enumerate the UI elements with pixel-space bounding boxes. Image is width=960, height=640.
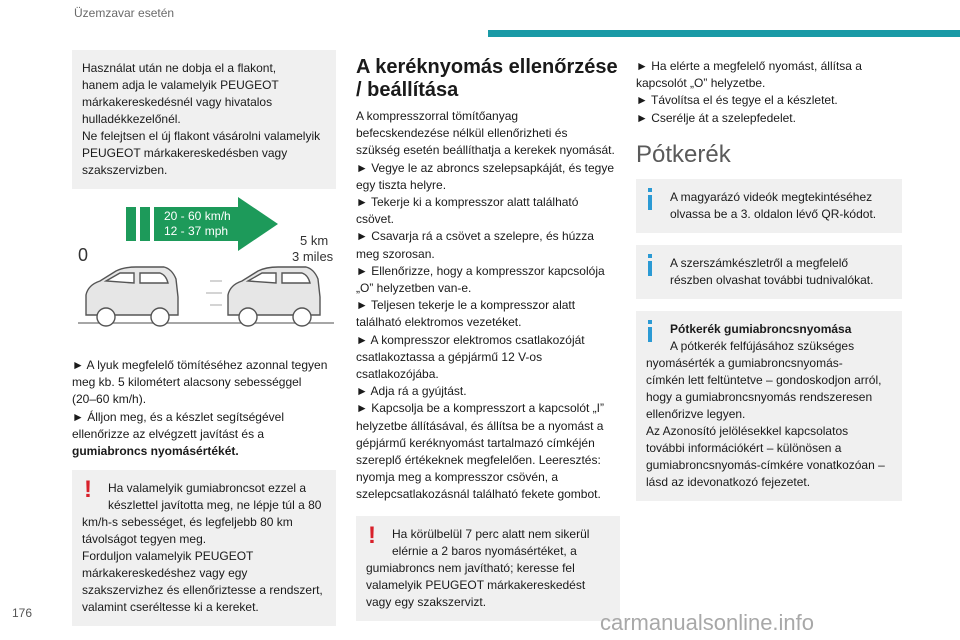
text-line: ► Ha elérte a megfelelő nyomást, állítsa a xyxy=(636,59,862,73)
info-icon xyxy=(648,254,652,279)
warn-line: Ha valamelyik gumiabroncsot ezzel a xyxy=(108,481,307,496)
text-line: „O” helyzetben van-e. xyxy=(356,281,472,296)
step-line: (20–60 km/h). xyxy=(72,392,147,407)
text-line: szereplő értékeknek megfelelően. Leeresztés: xyxy=(356,453,601,468)
text-line: ► Ellenőrizze, hogy a kompresszor kapcsolója xyxy=(356,263,605,278)
spare-pressure-info xyxy=(636,311,902,501)
note-line: Ne felejtsen el új flakont vásárolni valamelyik xyxy=(82,129,321,143)
text-line: csatlakoztassa a gépjármű 12 V-os xyxy=(356,349,543,364)
final-steps xyxy=(636,58,902,127)
column-left xyxy=(72,50,336,626)
info-line: gumiabroncsnyomás-címkére vonatkozóan – xyxy=(646,457,885,472)
text-line: ► Kapcsolja be a kompresszort a kapcsolót „I” xyxy=(356,401,604,416)
step-line: ► Álljon meg, és a készlet segítségével xyxy=(72,409,284,424)
text-line: ► Tekerje ki a kompresszor alatt található xyxy=(356,195,579,210)
header-accent-bar xyxy=(488,30,960,37)
spare-wheel-heading: Pótkerék xyxy=(636,140,731,168)
step-line: meg kb. 5 kilométert alacsony sebességgel xyxy=(72,375,302,390)
warn-line: szakszervizhez és ellenőriztesse a rendszert, xyxy=(82,583,323,598)
repair-steps xyxy=(72,357,336,460)
warn-line: Ha körülbelül 7 perc alatt nem sikerül xyxy=(392,526,590,541)
arrow-head xyxy=(238,197,278,251)
text-line: helyzetbe állításával, és állítsa be a nyomást a xyxy=(356,418,604,433)
info-line: olvassa be a 3. oldalon lévő QR-kódot. xyxy=(670,206,877,221)
info-line: címkén lett feltüntetve – gondoskodjon arról, xyxy=(646,372,882,387)
note-line: Használat után ne dobja el a flakont, xyxy=(82,61,277,75)
info-line: A szerszámkészletről a megfelelő xyxy=(670,255,849,270)
text-line: szükség esetén beállíthatja a kerekek nyomását. xyxy=(356,143,615,158)
car-end-icon xyxy=(228,267,320,326)
warn-line: gumiabroncs nem javítható; keresse fel xyxy=(366,560,575,575)
text-line: szelepcsatlakozásnál található fekete gombot. xyxy=(356,487,601,502)
info-line: részben olvashat további tudnivalókat. xyxy=(670,272,874,287)
pressure-steps xyxy=(356,108,620,504)
column-middle xyxy=(356,50,620,621)
text-line: található elektromos vezetéket. xyxy=(356,315,522,330)
text-line: ► Cserélje át a szelepfedelet. xyxy=(636,110,796,125)
car-start-icon xyxy=(86,267,178,326)
warning-icon: ! xyxy=(368,521,376,549)
info-icon xyxy=(648,320,652,345)
page-number: 176 xyxy=(12,606,33,620)
heading-line-2: / beállítása xyxy=(356,79,459,101)
info-line: A magyarázó videók megtekintéséhez xyxy=(670,189,873,204)
step-line: ► A lyuk megfelelő tömítéséhez azonnal tegyen xyxy=(72,358,328,372)
warn-line: elérnie a 2 baros nyomásértéket, a xyxy=(392,543,577,558)
text-line: befecskendezése nélkül ellenőrizheti és xyxy=(356,126,568,141)
info-icon xyxy=(648,188,652,213)
note-line: hulladékkezelőnél. xyxy=(82,112,181,126)
warn-line: márkakereskedéshez vagy egy xyxy=(82,566,248,581)
warn-line: valamelyik PEUGEOT márkakereskedést xyxy=(366,577,586,592)
warn-line: Forduljon valamelyik PEUGEOT xyxy=(82,549,254,564)
text-line: kapcsolót „O” helyzetbe. xyxy=(636,76,766,91)
warning-icon: ! xyxy=(84,476,92,504)
speed-mph-label: 12 - 37 mph xyxy=(164,224,229,238)
section-heading xyxy=(356,56,620,102)
text-line: nyomja meg a kompresszor csövén, a xyxy=(356,470,559,485)
info-line: nyomásérték a gumiabroncsnyomás- xyxy=(646,355,843,370)
pressure-warning xyxy=(356,516,620,621)
note-line: PEUGEOT márkakereskedésben vagy xyxy=(82,146,288,160)
section-title: Üzemzavar esetén xyxy=(74,6,175,20)
drive-distance-figure xyxy=(72,197,336,347)
text-line: ► Teljesen tekerje le a kompresszor alatt xyxy=(356,298,576,313)
column-right xyxy=(636,50,902,501)
info-line: A pótkerék felfújásához szükséges xyxy=(670,338,855,353)
distance-miles-label: 3 miles xyxy=(292,249,334,264)
text-line: ► Távolítsa el és tegye el a készletet. xyxy=(636,93,838,108)
text-line: gépjármű keréknyomást tartalmazó címkéjén xyxy=(356,435,595,450)
info-line: további információkért – különösen a xyxy=(646,440,842,455)
speed-warning xyxy=(72,470,336,626)
warn-line: távolságot tegyen meg. xyxy=(82,532,207,547)
speed-kmh-label: 20 - 60 km/h xyxy=(164,209,231,223)
step-text: ellenőrizze az elvégzett javítást és a xyxy=(72,426,265,441)
note-line: hanem adja le valamelyik PEUGEOT xyxy=(82,78,279,92)
distance-km-label: 5 km xyxy=(300,233,329,248)
warn-line: km/h-s sebességet, és legfeljebb 80 km xyxy=(82,515,293,530)
watermark-text: carmanualsonline.info xyxy=(600,610,815,635)
info-title: Pótkerék gumiabroncsnyomása xyxy=(670,321,852,336)
disposal-note xyxy=(72,50,336,189)
text-line: egy tiszta helyre. xyxy=(356,177,447,192)
step-line xyxy=(72,426,336,443)
info-line: hogy a gumiabroncsnyomás rendszeresen xyxy=(646,389,873,404)
info-line: Az Azonosító jelölésekkel kapcsolatos xyxy=(646,423,849,438)
info-line: ellenőrizve legyen. xyxy=(646,406,746,421)
note-line: márkakereskedésnél vagy hivatalos xyxy=(82,95,273,109)
speed-bar-1 xyxy=(126,207,136,241)
text-line: ► Csavarja rá a csövet a szelepre, és húzza xyxy=(356,229,594,244)
step-line: gumiabroncs nyomásértékét. xyxy=(72,444,239,459)
text-line: ► Vegye le az abroncs szelepsapkáját, és tegye xyxy=(356,160,615,175)
start-zero-label: 0 xyxy=(78,245,89,265)
warn-line: valamint cseréltesse ki a kereket. xyxy=(82,600,259,615)
toolkit-info xyxy=(636,245,902,299)
warn-line: vagy egy szakszervizt. xyxy=(366,594,487,609)
heading-line-1: A keréknyomás ellenőrzése xyxy=(356,56,618,78)
note-line: szakszervizben. xyxy=(82,163,168,177)
info-line: lásd az idevonatkozó fejezetet. xyxy=(646,474,811,489)
text-line: ► A kompresszor elektromos csatlakozóját xyxy=(356,332,585,347)
text-line: ► Adja rá a gyújtást. xyxy=(356,384,467,399)
text-line: A kompresszorral tömítőanyag xyxy=(356,109,519,123)
speed-bar-2 xyxy=(140,207,150,241)
text-line: meg szorosan. xyxy=(356,246,435,261)
text-line: csövet. xyxy=(356,212,395,227)
text-line: csatlakozójába. xyxy=(356,367,439,382)
warn-line: készlettel javította meg, ne lépje túl a 80 xyxy=(108,498,322,513)
video-info xyxy=(636,179,902,233)
